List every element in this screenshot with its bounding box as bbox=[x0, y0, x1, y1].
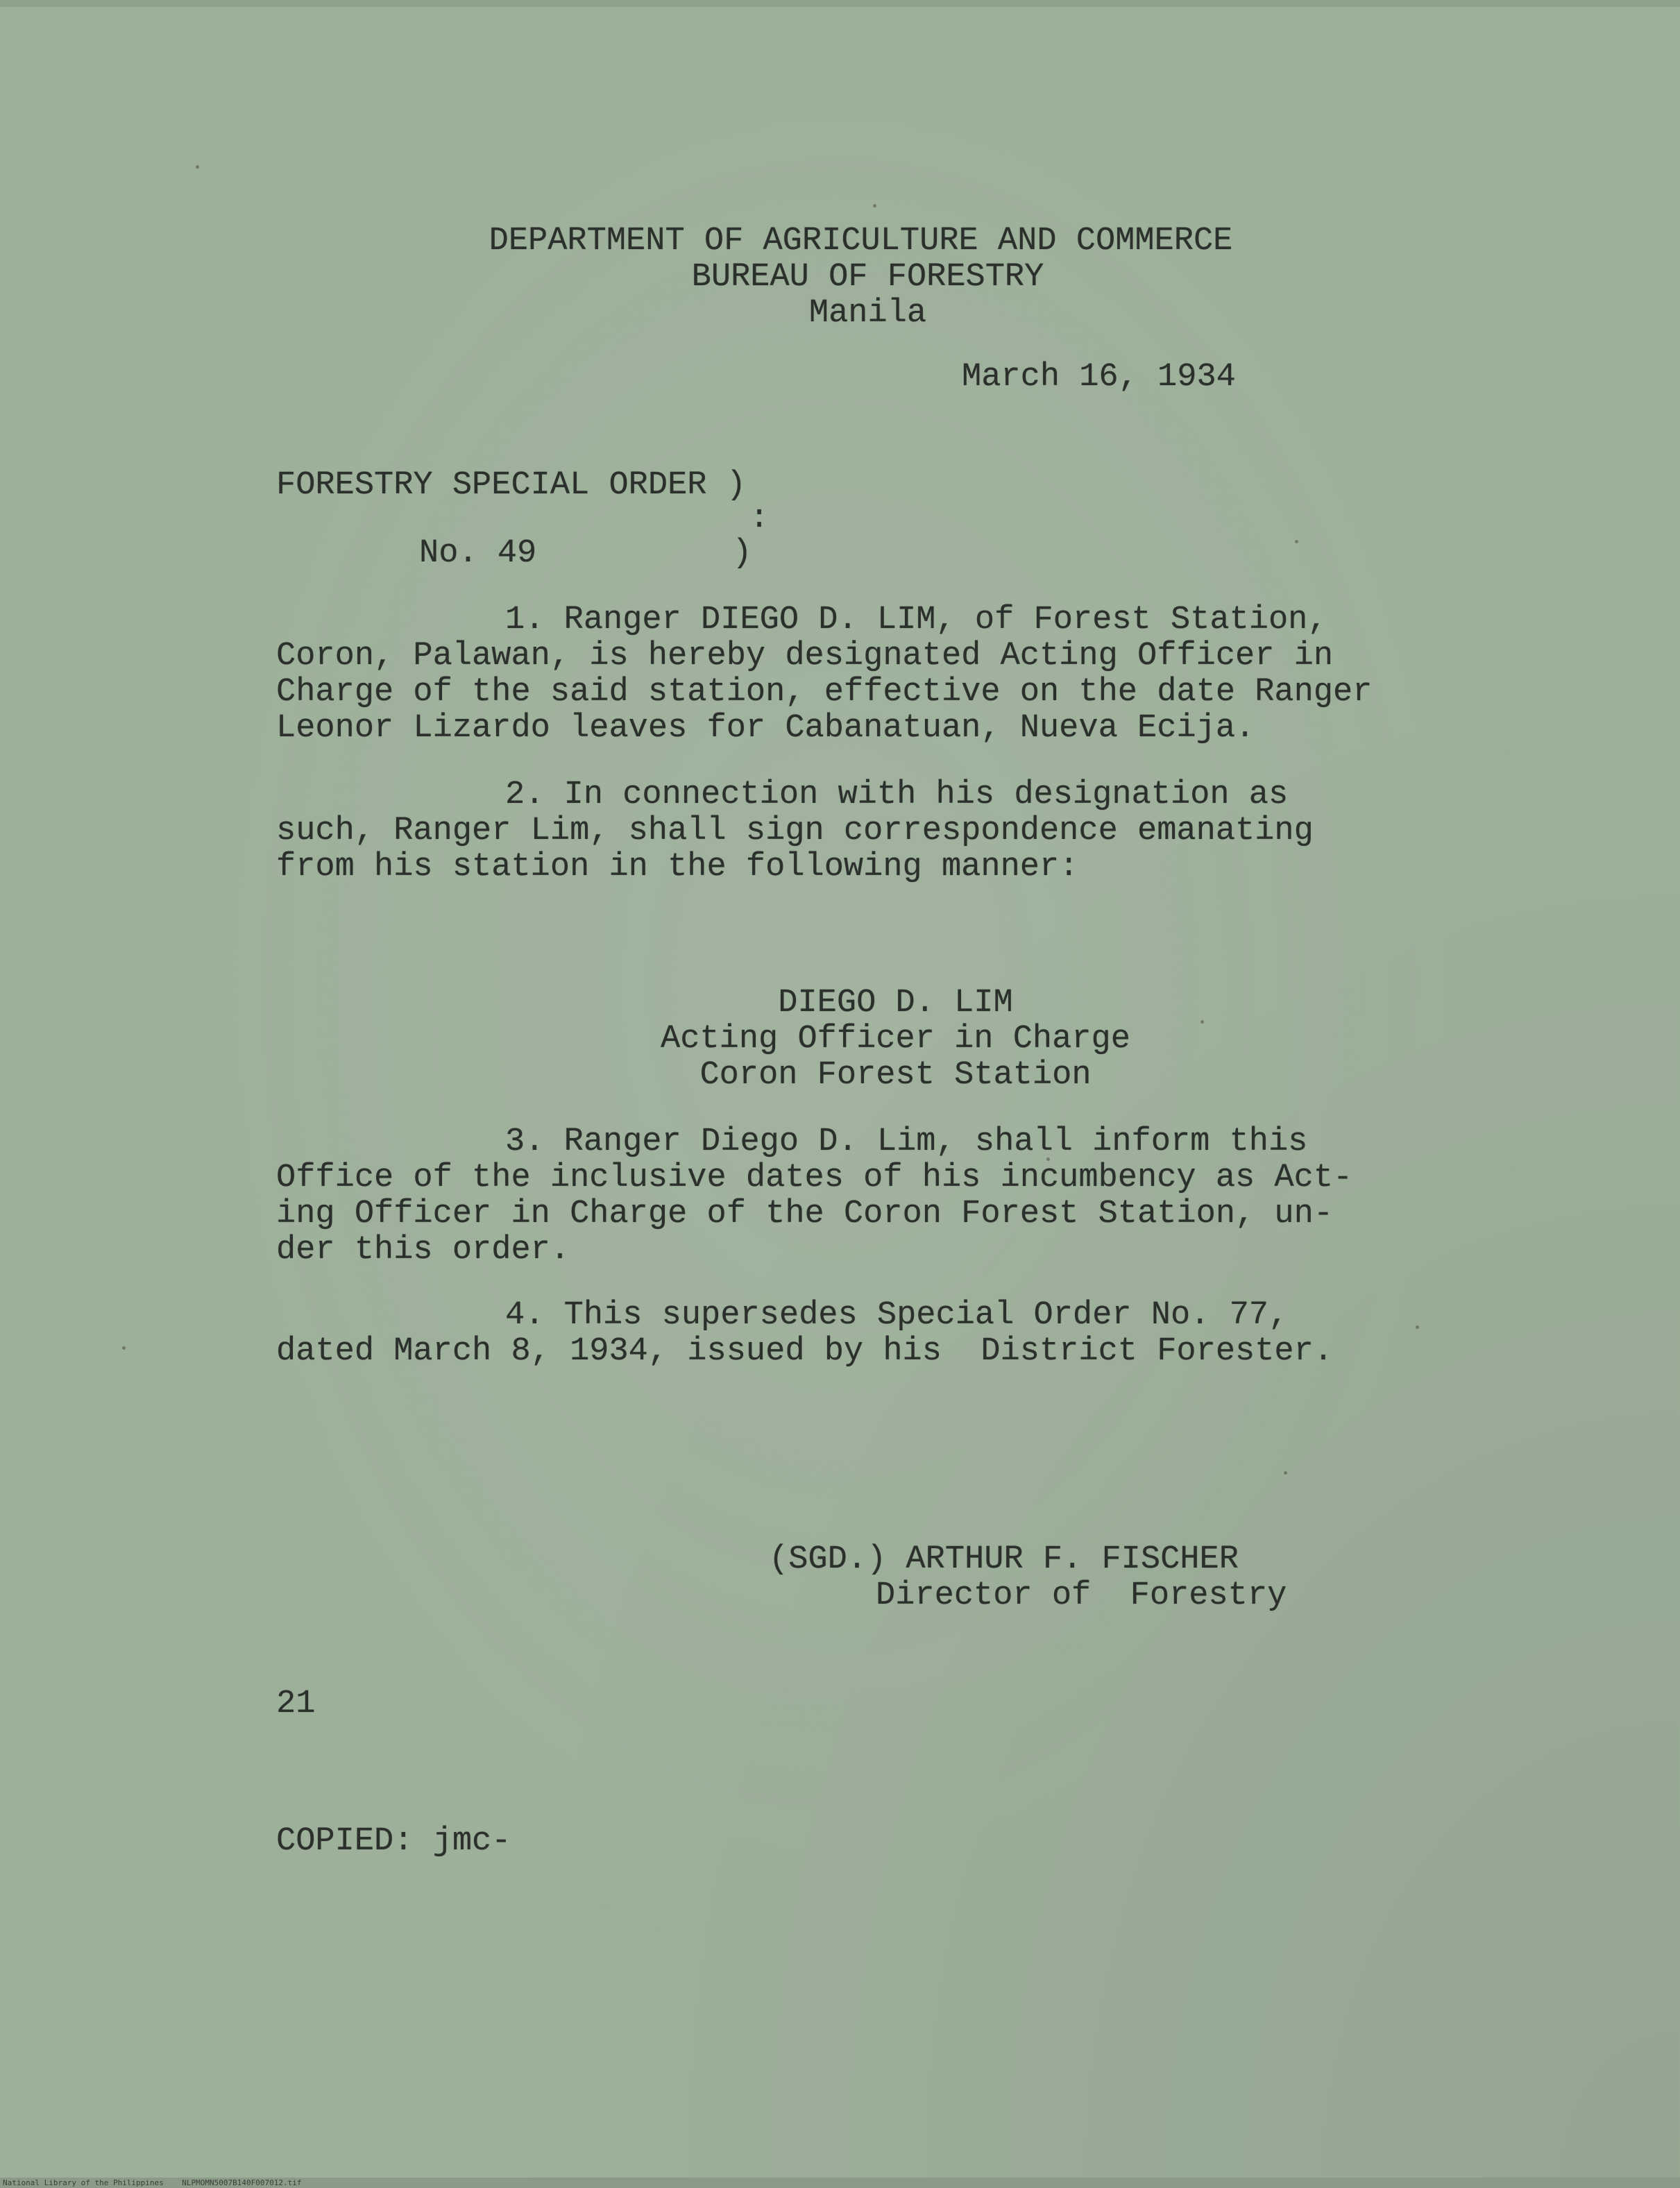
paragraph-1-line: Charge of the said station, effective on the date Ranger bbox=[276, 674, 1373, 711]
paragraph-1-line: Leonor Lizardo leaves for Cabanatuan, Nueva Ecija. bbox=[276, 710, 1255, 747]
signatory-title: Director of Forestry bbox=[876, 1577, 1287, 1614]
paragraph-2-line: from his station in the following manner: bbox=[276, 849, 1079, 885]
paragraph-3-line: Office of the inclusive dates of his incumbency as Act- bbox=[276, 1160, 1353, 1196]
signature-format-block bbox=[56, 985, 1680, 1094]
paragraph-2-line: 2. In connection with his designation as bbox=[505, 777, 1289, 813]
page-number: 21 bbox=[276, 1686, 316, 1722]
signature-format-station: Coron Forest Station bbox=[699, 1057, 1092, 1094]
paper-speck bbox=[122, 1346, 126, 1350]
order-title: FORESTRY SPECIAL ORDER ) bbox=[276, 467, 746, 504]
paragraph-1-line: Coron, Palawan, is hereby designated Acting Officer in bbox=[276, 638, 1334, 675]
paper-speck bbox=[1046, 1157, 1050, 1161]
paragraph-2-line: such, Ranger Lim, shall sign correspondence emanating bbox=[276, 813, 1314, 849]
bureau-name: BUREAU OF FORESTRY bbox=[691, 259, 1044, 296]
archive-caption: National Library of the Philippines NLPMOMN5007B140F007012.tif bbox=[3, 2178, 302, 2187]
city-name: Manila bbox=[808, 295, 927, 332]
paper-speck bbox=[1416, 1325, 1419, 1329]
letterhead bbox=[21, 223, 1680, 332]
paragraph-4-line: dated March 8, 1934, issued by his District Forester. bbox=[276, 1333, 1334, 1370]
paper-speck bbox=[873, 204, 876, 207]
paragraph-3-line: der this order. bbox=[276, 1232, 570, 1269]
signature-format-name: DIEGO D. LIM bbox=[778, 985, 1013, 1021]
department-name: DEPARTMENT OF AGRICULTURE AND COMMERCE bbox=[489, 223, 1233, 260]
paper-speck bbox=[1295, 540, 1298, 543]
order-number: No. 49 ) bbox=[419, 535, 752, 572]
paper-speck bbox=[1200, 1020, 1204, 1024]
paper-speck bbox=[196, 165, 199, 169]
paragraph-1-line: 1. Ranger DIEGO D. LIM, of Forest Station, bbox=[505, 602, 1327, 638]
order-colon: : bbox=[749, 500, 770, 537]
copied-notation: COPIED: jmc- bbox=[276, 1823, 511, 1860]
paper-speck bbox=[1284, 1471, 1287, 1475]
signatory-name: (SGD.) ARTHUR F. FISCHER bbox=[769, 1541, 1239, 1578]
paragraph-3 bbox=[276, 1124, 1428, 1269]
signature-format-title: Acting Officer in Charge bbox=[661, 1021, 1130, 1058]
paragraph-2 bbox=[276, 777, 1428, 885]
page-top-edge bbox=[0, 0, 1680, 7]
paragraph-4 bbox=[276, 1298, 1428, 1370]
paragraph-3-line: 3. Ranger Diego D. Lim, shall inform this bbox=[505, 1123, 1308, 1160]
paragraph-1 bbox=[276, 602, 1428, 747]
order-date: March 16, 1934 bbox=[962, 359, 1236, 396]
paragraph-3-line: ing Officer in Charge of the Coron Forest Station, un- bbox=[276, 1196, 1334, 1232]
paragraph-4-line: 4. This supersedes Special Order No. 77, bbox=[505, 1297, 1289, 1334]
